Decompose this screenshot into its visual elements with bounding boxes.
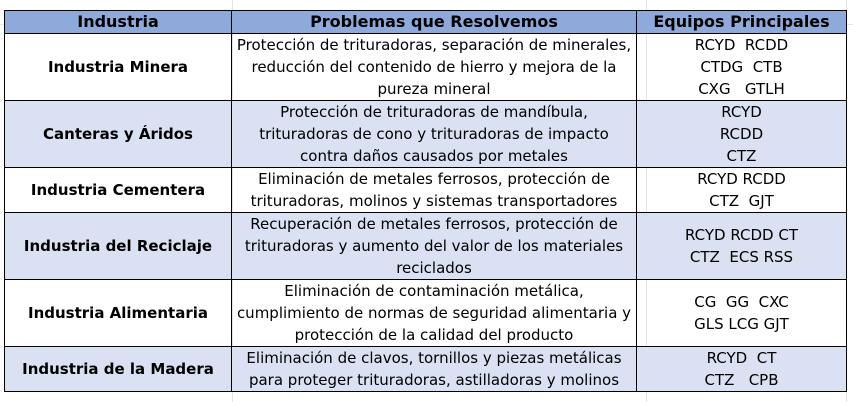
problem-cell[interactable] (232, 347, 637, 392)
industry-cell[interactable]: Industria de la Madera (5, 347, 232, 392)
equipment-cell[interactable] (637, 168, 847, 213)
table-row (5, 101, 847, 168)
table-row (5, 347, 847, 392)
equipment-cell[interactable] (637, 34, 847, 101)
table-row (5, 34, 847, 101)
equipment-line: RCYD RCDD (697, 170, 786, 188)
problem-text: Eliminación de metales ferrosos, protección de trituradoras, molinos y sistemas transportadores (250, 170, 618, 210)
problem-cell[interactable] (232, 34, 637, 101)
equipment-line: RCYD (721, 103, 762, 121)
problem-cell[interactable] (232, 168, 637, 213)
equipment-line: GLS LCG GJT (694, 315, 789, 333)
equipment-line: CTZ (726, 147, 757, 165)
equipment-line: CTZ ECS RSS (689, 248, 794, 266)
industry-cell[interactable]: Industria Cementera (5, 168, 232, 213)
equipment-line: RCYD RCDD (694, 36, 789, 54)
industry-cell[interactable]: Industria Minera (5, 34, 232, 101)
table-row (5, 168, 847, 213)
problem-text: Recuperación de metales ferrosos, protección de trituradoras y aumento del valor de los materiales reciclados (244, 215, 624, 277)
problem-text: Protección de trituradoras de mandíbula, trituradoras de cono y trituradoras de impacto contra daños causados por metales (259, 103, 609, 165)
industry-cell[interactable]: Industria Alimentaria (5, 280, 232, 347)
header-equipos[interactable]: Equipos Principales (637, 11, 847, 34)
equipment-line: RCYD RCDD CT (684, 226, 799, 244)
equipment-line: RCYD CT (706, 349, 777, 367)
equipment-line: CG GG CXC (694, 293, 789, 311)
equipment-line: CXG GTLH (698, 80, 785, 98)
equipment-cell[interactable] (637, 280, 847, 347)
table-header-row (5, 11, 847, 34)
problem-text: Eliminación de contaminación metálica, cumplimiento de normas de seguridad alimentaria y protección de la calidad del producto (236, 282, 632, 344)
industry-cell[interactable]: Industria del Reciclaje (5, 213, 232, 280)
equipment-line: CTZ GJT (709, 192, 774, 210)
industry-table (4, 10, 847, 392)
equipment-line: CTZ CPB (704, 371, 779, 389)
equipment-cell[interactable] (637, 101, 847, 168)
problem-text: Protección de trituradoras, separación de minerales, reducción del contenido de hierro y mejora de la pureza mineral (236, 36, 632, 98)
equipment-cell[interactable] (637, 347, 847, 392)
equipment-line: CTDG CTB (700, 58, 783, 76)
problem-cell[interactable] (232, 101, 637, 168)
problem-cell[interactable] (232, 213, 637, 280)
header-industria[interactable]: Industria (5, 11, 232, 34)
header-problemas[interactable]: Problemas que Resolvemos (232, 11, 637, 34)
equipment-cell[interactable] (637, 213, 847, 280)
problem-text: Eliminación de clavos, tornillos y piezas metálicas para proteger trituradoras, astilladoras y molinos (246, 349, 622, 389)
equipment-line: RCDD (719, 125, 764, 143)
table-row (5, 280, 847, 347)
table-row (5, 213, 847, 280)
problem-cell[interactable] (232, 280, 637, 347)
industry-cell[interactable]: Canteras y Áridos (5, 101, 232, 168)
